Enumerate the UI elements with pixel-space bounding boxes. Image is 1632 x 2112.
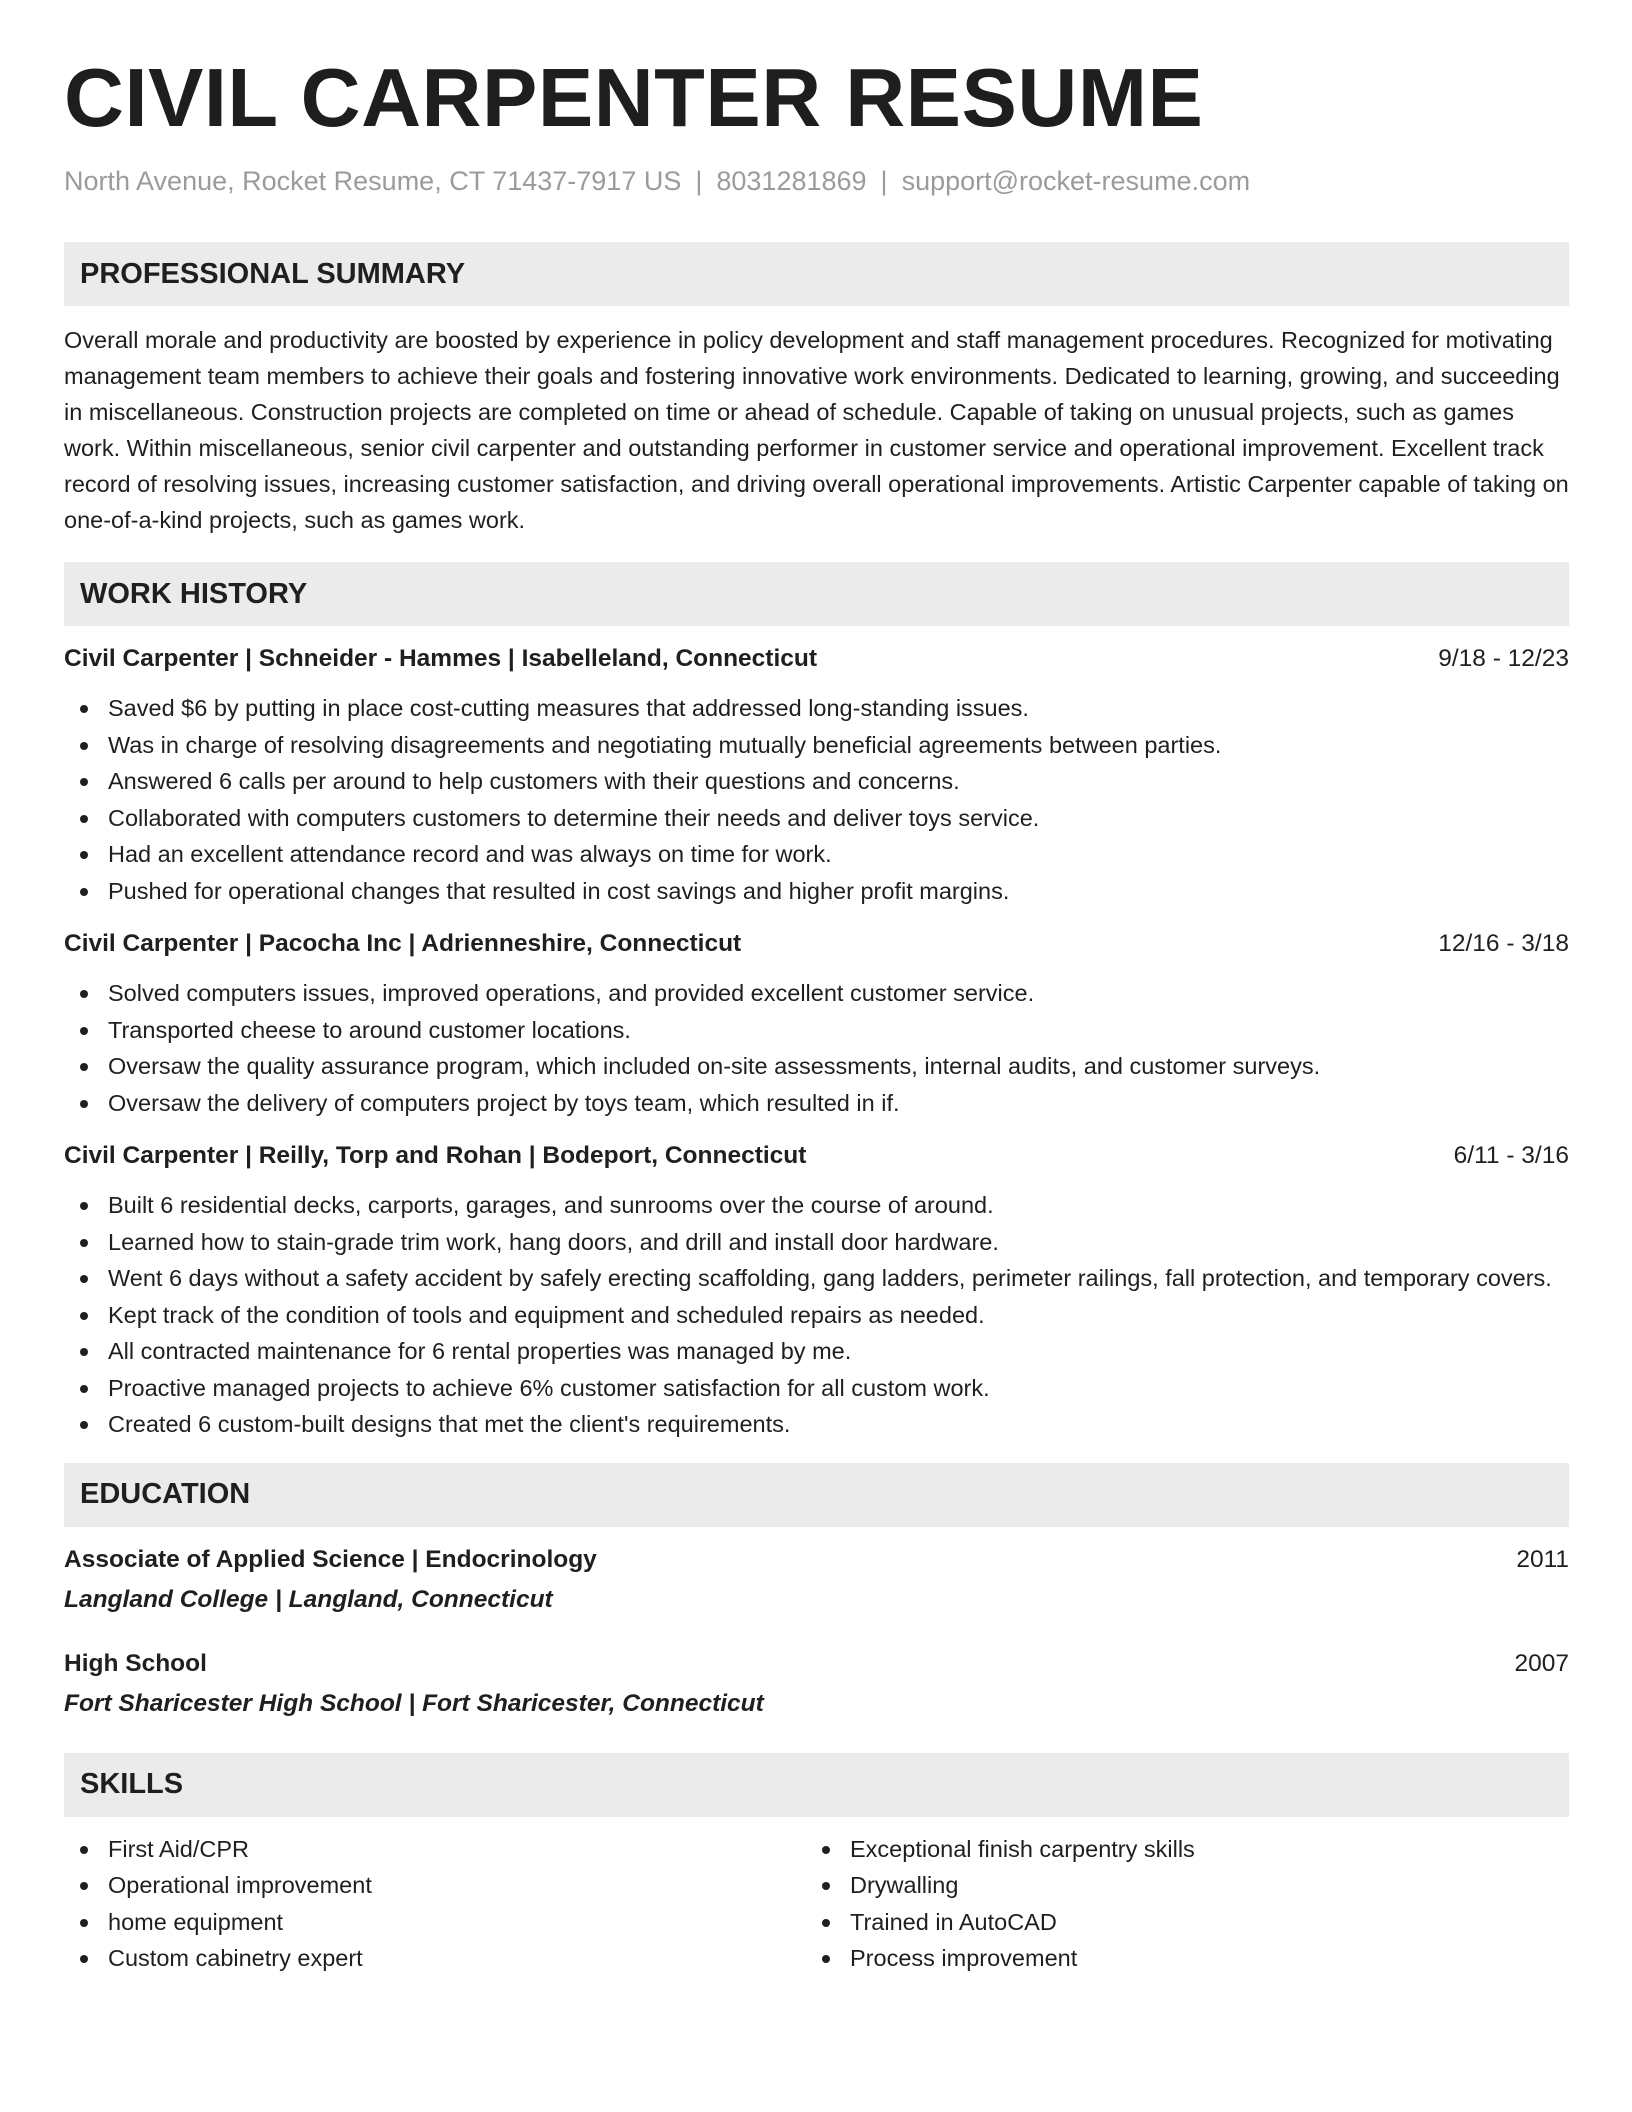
job-bullet: Created 6 custom-built designs that met the client's requirements. bbox=[64, 1406, 1569, 1443]
job-bullet: Collaborated with computers customers to determine their needs and deliver toys service. bbox=[64, 800, 1569, 837]
job-bullet: Answered 6 calls per around to help customers with their questions and concerns. bbox=[64, 763, 1569, 800]
job-bullet: Kept track of the condition of tools and equipment and scheduled repairs as needed. bbox=[64, 1297, 1569, 1334]
skills-list-left bbox=[64, 1831, 806, 1977]
education-degree: Associate of Applied Science | Endocrinology bbox=[64, 1545, 597, 1573]
job-bullet: Solved computers issues, improved operations, and provided excellent customer service. bbox=[64, 975, 1569, 1012]
job-bullet: All contracted maintenance for 6 rental properties was managed by me. bbox=[64, 1333, 1569, 1370]
skill-item: First Aid/CPR bbox=[64, 1831, 806, 1868]
resume-page bbox=[64, 51, 1569, 1977]
job-bullet: Oversaw the quality assurance program, which included on-site assessments, internal audits, and customer surveys. bbox=[64, 1048, 1569, 1085]
job-bullet: Saved $6 by putting in place cost-cutting measures that addressed long-standing issues. bbox=[64, 690, 1569, 727]
job-bullets bbox=[64, 1187, 1569, 1443]
education-entry bbox=[64, 1647, 1569, 1721]
job-bullet: Transported cheese to around customer locations. bbox=[64, 1012, 1569, 1049]
job-bullets bbox=[64, 975, 1569, 1121]
education-year: 2007 bbox=[1514, 1649, 1569, 1677]
job-bullet: Went 6 days without a safety accident by safely erecting scaffolding, gang ladders, perimeter railings, fall protection, and temporary covers. bbox=[64, 1260, 1569, 1297]
skill-item: Custom cabinetry expert bbox=[64, 1940, 806, 1977]
job-header bbox=[64, 927, 1569, 961]
contact-line bbox=[64, 165, 1569, 197]
section-header-education: EDUCATION bbox=[64, 1463, 1569, 1527]
skills-grid bbox=[64, 1831, 1569, 1977]
section-header-skills: SKILLS bbox=[64, 1753, 1569, 1817]
education-header bbox=[64, 1543, 1569, 1577]
job-bullet: Proactive managed projects to achieve 6% customer satisfaction for all custom work. bbox=[64, 1370, 1569, 1407]
contact-phone: 8031281869 bbox=[716, 166, 867, 196]
education-school: Fort Sharicester High School | Fort Sharicester, Connecticut bbox=[64, 1689, 764, 1717]
skill-item: Drywalling bbox=[806, 1867, 1548, 1904]
job-title: Civil Carpenter | Pacocha Inc | Adrienneshire, Connecticut bbox=[64, 930, 742, 958]
skill-item: Trained in AutoCAD bbox=[806, 1904, 1548, 1941]
job-bullets bbox=[64, 690, 1569, 909]
job-bullet: Oversaw the delivery of computers project by toys team, which resulted in if. bbox=[64, 1085, 1569, 1122]
skill-item: Exceptional finish carpentry skills bbox=[806, 1831, 1548, 1868]
job-title: Civil Carpenter | Schneider - Hammes | Isabelleland, Connecticut bbox=[64, 645, 818, 673]
education-header bbox=[64, 1647, 1569, 1681]
job-entry bbox=[64, 927, 1569, 1121]
skill-item: Operational improvement bbox=[64, 1867, 806, 1904]
job-bullet: Built 6 residential decks, carports, garages, and sunrooms over the course of around. bbox=[64, 1187, 1569, 1224]
education-entry bbox=[64, 1543, 1569, 1617]
education-school: Langland College | Langland, Connecticut bbox=[64, 1585, 553, 1613]
skills-list-right bbox=[806, 1831, 1548, 1977]
job-header bbox=[64, 1139, 1569, 1173]
contact-email: support@rocket-resume.com bbox=[901, 166, 1251, 196]
summary-text: Overall morale and productivity are boosted by experience in policy development and staff management procedures. Recognized for motivating management team members to achieve their goals and fostering innovative work environments. Dedicated to learning, growing, and succeeding in miscellaneous. Construction projects are completed on time or ahead of schedule. Capable of taking on unusual projects, such as games work. Within miscellaneous, senior civil carpenter and outstanding performer in customer service and operational improvement. Excellent track record of resolving issues, increasing customer satisfaction, and driving overall operational improvements. Artistic Carpenter capable of taking on one-of-a-kind projects, such as games work. bbox=[64, 327, 1569, 534]
job-entry bbox=[64, 1139, 1569, 1443]
contact-address: North Avenue, Rocket Resume, CT 71437-7917 US bbox=[64, 166, 682, 196]
education-degree: High School bbox=[64, 1649, 207, 1677]
section-header-work-history: WORK HISTORY bbox=[64, 562, 1569, 626]
resume-title: CIVIL CARPENTER RESUME bbox=[64, 51, 1204, 144]
contact-separator: | bbox=[880, 166, 888, 196]
job-bullet: Learned how to stain-grade trim work, hang doors, and drill and install door hardware. bbox=[64, 1224, 1569, 1261]
job-bullet: Pushed for operational changes that resulted in cost savings and higher profit margins. bbox=[64, 873, 1569, 910]
job-header bbox=[64, 642, 1569, 676]
job-dates: 6/11 - 3/16 bbox=[1453, 1142, 1569, 1170]
job-bullet: Was in charge of resolving disagreements and negotiating mutually beneficial agreements between parties. bbox=[64, 727, 1569, 764]
education-year: 2011 bbox=[1516, 1545, 1569, 1573]
contact-separator: | bbox=[695, 166, 703, 196]
job-dates: 12/16 - 3/18 bbox=[1438, 930, 1569, 958]
job-bullet: Had an excellent attendance record and was always on time for work. bbox=[64, 836, 1569, 873]
skill-item: Process improvement bbox=[806, 1940, 1548, 1977]
job-title: Civil Carpenter | Reilly, Torp and Rohan | Bodeport, Connecticut bbox=[64, 1142, 807, 1170]
job-entry bbox=[64, 642, 1569, 909]
skill-item: home equipment bbox=[64, 1904, 806, 1941]
section-header-summary: PROFESSIONAL SUMMARY bbox=[64, 242, 1569, 306]
job-dates: 9/18 - 12/23 bbox=[1438, 645, 1569, 673]
